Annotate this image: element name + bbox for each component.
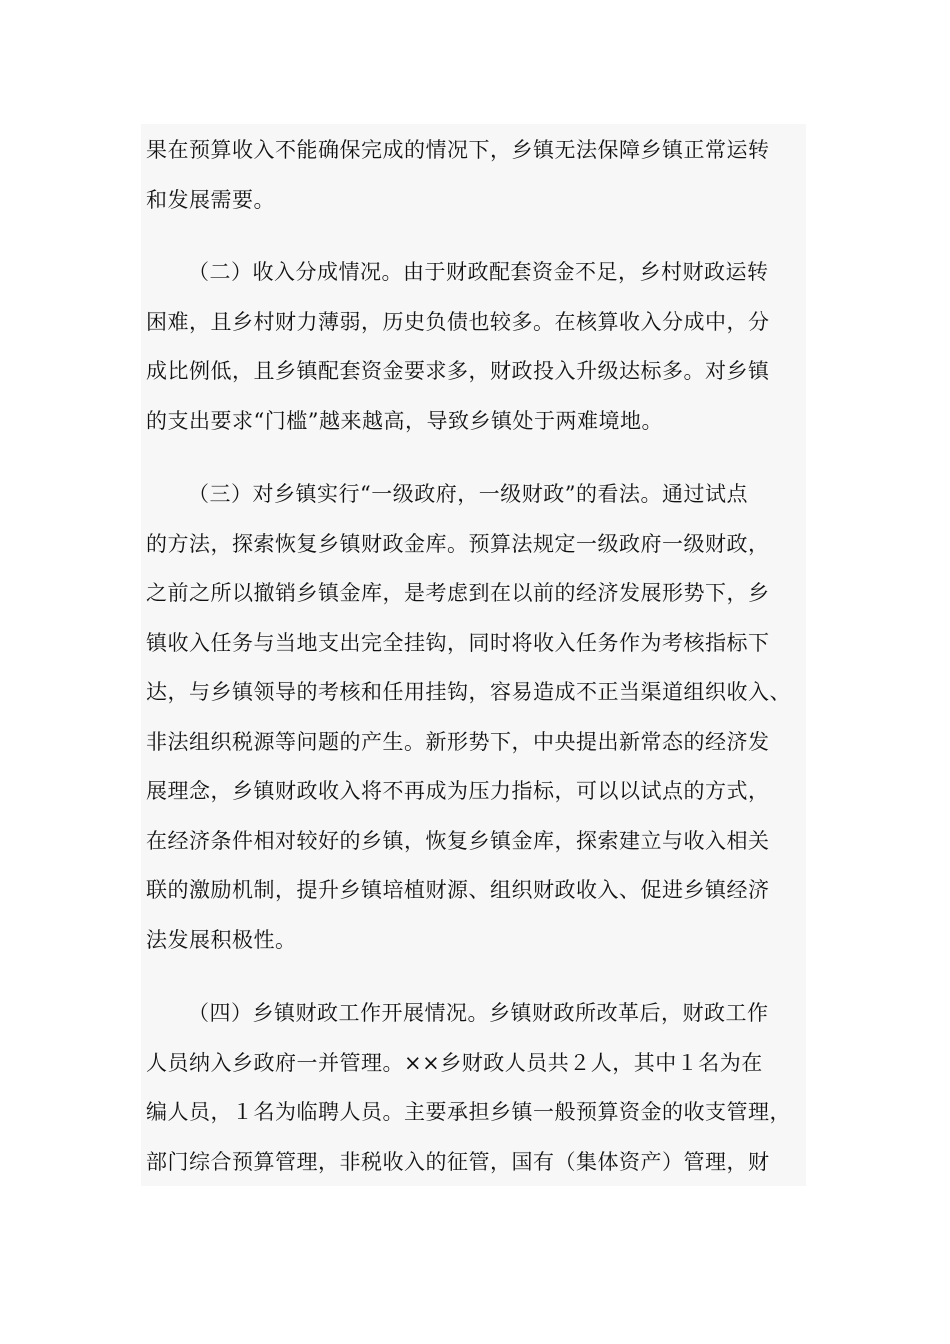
text-line: 果在预算收入不能确保完成的情况下，乡镇无法保障乡镇正常运转 [146, 138, 770, 162]
text-line: 的方法，探索恢复乡镇财政金库。预算法规定一级政府一级财政， [146, 532, 770, 556]
text-line: 人员纳入乡政府一并管理。××乡财政人员共２人，其中１名为在 [146, 1051, 763, 1075]
text-line: 之前之所以撤销乡镇金库，是考虑到在以前的经济发展形势下，乡 [146, 581, 770, 605]
text-line: 和发展需要。 [146, 188, 275, 212]
text-line: 展理念，乡镇财政收入将不再成为压力指标，可以以试点的方式， [146, 779, 770, 803]
paragraph-heading-3: （三）对乡镇实行“一级政府，一级财政”的看法。通过试点 [188, 482, 748, 506]
text-line: 非法组织税源等问题的产生。新形势下，中央提出新常态的经济发 [146, 730, 770, 754]
text-line: 困难，且乡村财力薄弱，历史负债也较多。在核算收入分成中，分 [146, 310, 770, 334]
text-line: 的支出要求“门槛”越来越高，导致乡镇处于两难境地。 [146, 409, 663, 433]
text-line: 在经济条件相对较好的乡镇，恢复乡镇金库，探索建立与收入相关 [146, 829, 770, 853]
text-line: 成比例低，且乡镇配套资金要求多，财政投入升级达标多。对乡镇 [146, 359, 770, 383]
text-line: 镇收入任务与当地支出完全挂钩，同时将收入任务作为考核指标下 [146, 631, 770, 655]
text-line: 达，与乡镇领导的考核和任用挂钩，容易造成不正当渠道组织收入、 [146, 680, 791, 704]
text-line: 法发展积极性。 [146, 928, 297, 952]
paragraph-heading-4: （四）乡镇财政工作开展情况。乡镇财政所改革后，财政工作 [188, 1001, 769, 1025]
text-line: 部门综合预算管理，非税收入的征管，国有（集体资产）管理，财 [146, 1150, 770, 1174]
text-line: 编人员，１名为临聘人员。主要承担乡镇一般预算资金的收支管理， [146, 1100, 791, 1124]
paragraph-heading-2: （二）收入分成情况。由于财政配套资金不足，乡村财政运转 [188, 260, 769, 284]
text-line: 联的激励机制，提升乡镇培植财源、组织财政收入、促进乡镇经济 [146, 878, 770, 902]
